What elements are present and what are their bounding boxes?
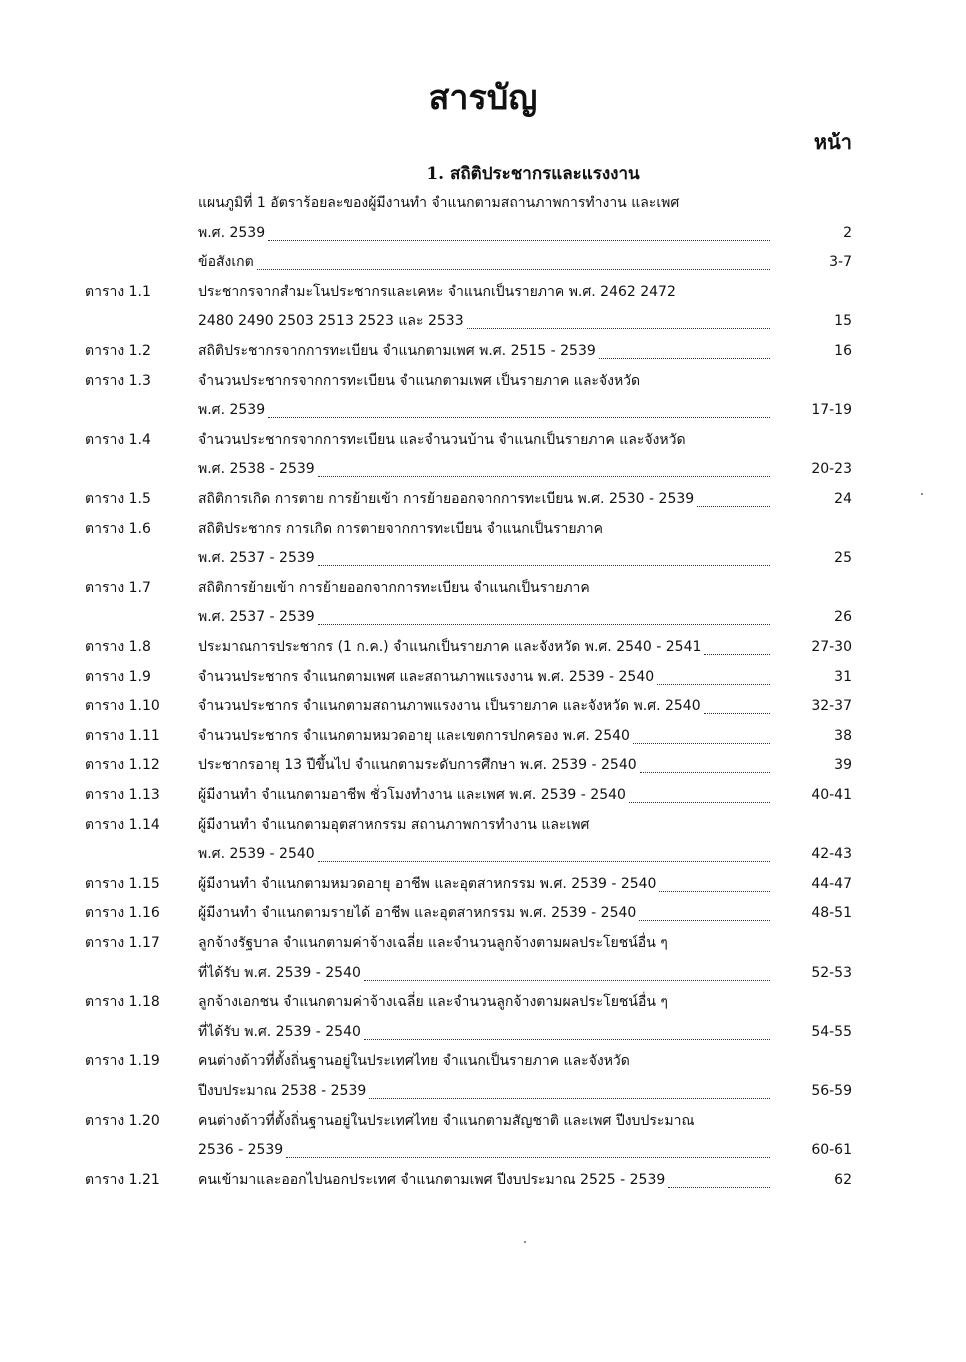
toc-entry-label: ตาราง 1.19 — [85, 1053, 160, 1069]
toc-entry-text: พ.ศ. 2537 - 2539 — [198, 550, 315, 566]
dot-leader — [364, 1017, 770, 1040]
scan-speck — [524, 1241, 526, 1243]
toc-entry-line — [0, 1169, 966, 1191]
toc-entry-page: 39 — [834, 757, 852, 773]
toc-entry-page: 56-59 — [811, 1083, 852, 1099]
toc-entry-line — [0, 251, 966, 273]
toc-entry-label: ตาราง 1.1 — [85, 284, 151, 300]
dot-leader — [697, 484, 770, 507]
toc-entry-label: ตาราง 1.16 — [85, 905, 160, 921]
toc-entry-text: พ.ศ. 2539 - 2540 — [198, 846, 315, 862]
toc-entry-text: สถิติการเกิด การตาย การย้ายเข้า การย้ายออกจากการทะเบียน พ.ศ. 2530 - 2539 — [198, 491, 695, 507]
toc-entry-text: ข้อสังเกต — [198, 254, 254, 270]
toc-entry-page: 48-51 — [811, 905, 852, 921]
toc-entry-label: ตาราง 1.20 — [85, 1113, 160, 1129]
toc-entry-text: ผู้มีงานทำ จำแนกตามอาชีพ ชั่วโมงทำงาน และเพศ พ.ศ. 2539 - 2540 — [198, 787, 626, 803]
toc-entry-text: ผู้มีงานทำ จำแนกตามรายได้ อาชีพ และอุตสาหกรรม พ.ศ. 2539 - 2540 — [198, 905, 637, 921]
toc-entry-page: 15 — [834, 313, 852, 329]
section-title: 1. สถิติประชากรและแรงงาน — [426, 164, 640, 184]
dot-leader — [668, 1165, 770, 1188]
toc-entry-page: 40-41 — [811, 787, 852, 803]
toc-entry-line — [0, 429, 966, 451]
toc-entry-line — [0, 991, 966, 1013]
dot-leader — [640, 750, 770, 773]
dot-leader — [599, 336, 770, 359]
dot-leader — [369, 1076, 770, 1099]
toc-entry-page: 32-37 — [811, 698, 852, 714]
toc-entry-page: 60-61 — [811, 1142, 852, 1158]
toc-entry-line — [0, 222, 966, 244]
toc-entry-line — [0, 310, 966, 332]
toc-entry-text: จำนวนประชากร จำแนกตามหมวดอายุ และเขตการปกครอง พ.ศ. 2540 — [198, 728, 630, 744]
toc-entry-text: ลูกจ้างเอกชน จำแนกตามค่าจ้างเฉลี่ย และจำนวนลูกจ้างตามผลประโยชน์อื่น ๆ — [198, 994, 668, 1010]
toc-entry-page: 20-23 — [811, 461, 852, 477]
toc-entry-text: จำนวนประชากร จำแนกตามสถานภาพแรงงาน เป็นรายภาค และจังหวัด พ.ศ. 2540 — [198, 698, 701, 714]
toc-entry-text: ผู้มีงานทำ จำแนกตามอุตสาหกรรม สถานภาพการทำงาน และเพศ — [198, 817, 590, 833]
dot-leader — [268, 218, 770, 241]
toc-entry-line — [0, 754, 966, 776]
dot-leader — [639, 898, 770, 921]
toc-entry-text: ลูกจ้างรัฐบาล จำแนกตามค่าจ้างเฉลี่ย และจำนวนลูกจ้างตามผลประโยชน์อื่น ๆ — [198, 935, 668, 951]
toc-entry-label: ตาราง 1.21 — [85, 1172, 160, 1188]
toc-entry-line — [0, 932, 966, 954]
toc-entry-page: 2 — [843, 225, 852, 241]
toc-entry-text: ประชากรจากสำมะโนประชากรและเคหะ จำแนกเป็นรายภาค พ.ศ. 2462 2472 — [198, 284, 676, 300]
toc-entry-text: 2480 2490 2503 2513 2523 และ 2533 — [198, 313, 464, 329]
toc-entry-line — [0, 636, 966, 658]
toc-entry-label: ตาราง 1.3 — [85, 373, 151, 389]
dot-leader — [364, 958, 770, 981]
toc-entry-page: 3-7 — [829, 254, 852, 270]
toc-entry-page: 25 — [834, 550, 852, 566]
toc-entry-page: 24 — [834, 491, 852, 507]
toc-entry-text: ผู้มีงานทำ จำแนกตามหมวดอายุ อาชีพ และอุตสาหกรรม พ.ศ. 2539 - 2540 — [198, 876, 657, 892]
toc-entry-label: ตาราง 1.18 — [85, 994, 160, 1010]
toc-entry-text: ที่ได้รับ พ.ศ. 2539 - 2540 — [198, 1024, 361, 1040]
toc-entry-line — [0, 666, 966, 688]
toc-entry-line — [0, 962, 966, 984]
toc-entry-label: ตาราง 1.15 — [85, 876, 160, 892]
dot-leader — [704, 691, 770, 714]
toc-entry-text: คนต่างด้าวที่ตั้งถิ่นฐานอยู่ในประเทศไทย จำแนกเป็นรายภาค และจังหวัด — [198, 1053, 630, 1069]
toc-entry-line — [0, 1080, 966, 1102]
scan-speck — [921, 493, 923, 495]
toc-entry-line — [0, 695, 966, 717]
toc-entry-text: ประมาณการประชากร (1 ก.ค.) จำแนกเป็นรายภาค และจังหวัด พ.ศ. 2540 - 2541 — [198, 639, 702, 655]
toc-entry-line — [0, 488, 966, 510]
toc-entry-label: ตาราง 1.9 — [85, 669, 151, 685]
toc-entry-text: สถิติประชากรจากการทะเบียน จำแนกตามเพศ พ.ศ. 2515 - 2539 — [198, 343, 596, 359]
toc-entry-text: คนเข้ามาและออกไปนอกประเทศ จำแนกตามเพศ ปีงบประมาณ 2525 - 2539 — [198, 1172, 666, 1188]
dot-leader — [257, 247, 770, 270]
dot-leader — [268, 395, 770, 418]
toc-entry-page: 54-55 — [811, 1024, 852, 1040]
toc-entry-line — [0, 281, 966, 303]
toc-entry-line — [0, 577, 966, 599]
toc-entry-line — [0, 340, 966, 362]
page-title: สารบัญ — [428, 78, 538, 118]
toc-entry-page: 16 — [834, 343, 852, 359]
toc-entry-label: ตาราง 1.11 — [85, 728, 160, 744]
toc-entry-page: 27-30 — [811, 639, 852, 655]
dot-leader — [318, 454, 770, 477]
toc-entry-text: ประชากรอายุ 13 ปีขึ้นไป จำแนกตามระดับการศึกษา พ.ศ. 2539 - 2540 — [198, 757, 637, 773]
toc-entry-line — [0, 370, 966, 392]
toc-entry-line — [0, 873, 966, 895]
toc-entry-text: พ.ศ. 2538 - 2539 — [198, 461, 315, 477]
toc-entry-label: ตาราง 1.5 — [85, 491, 151, 507]
toc-entry-label: ตาราง 1.14 — [85, 817, 160, 833]
dot-leader — [657, 662, 770, 685]
toc-entry-page: 52-53 — [811, 965, 852, 981]
toc-entry-text: สถิติประชากร การเกิด การตายจากการทะเบียน จำแนกเป็นรายภาค — [198, 521, 603, 537]
toc-entry-line — [0, 902, 966, 924]
toc-entry-label: ตาราง 1.8 — [85, 639, 151, 655]
toc-entry-page: 17-19 — [811, 402, 852, 418]
dot-leader — [286, 1135, 770, 1158]
toc-entry-text: พ.ศ. 2539 — [198, 225, 266, 241]
toc-entry-line — [0, 399, 966, 421]
dot-leader — [318, 543, 770, 566]
toc-entry-text: จำนวนประชากรจากการทะเบียน และจำนวนบ้าน จำแนกเป็นรายภาค และจังหวัด — [198, 432, 686, 448]
toc-entry-page: 38 — [834, 728, 852, 744]
toc-entry-page: 44-47 — [811, 876, 852, 892]
toc-entry-page: 42-43 — [811, 846, 852, 862]
toc-entry-text: พ.ศ. 2539 — [198, 402, 266, 418]
toc-entry-text: จำนวนประชากรจากการทะเบียน จำแนกตามเพศ เป็นรายภาค และจังหวัด — [198, 373, 641, 389]
toc-entry-page: 31 — [834, 669, 852, 685]
toc-entry-line — [0, 1021, 966, 1043]
dot-leader — [704, 632, 770, 655]
toc-entry-text: ที่ได้รับ พ.ศ. 2539 - 2540 — [198, 965, 361, 981]
dot-leader — [629, 780, 770, 803]
toc-entry-page: 62 — [834, 1172, 852, 1188]
toc-entry-label: ตาราง 1.10 — [85, 698, 160, 714]
toc-entry-label: ตาราง 1.2 — [85, 343, 151, 359]
dot-leader — [633, 721, 770, 744]
toc-entry-label: ตาราง 1.13 — [85, 787, 160, 803]
toc-entry-label: ตาราง 1.12 — [85, 757, 160, 773]
toc-entry-line — [0, 725, 966, 747]
toc-entry-text: ปีงบประมาณ 2538 - 2539 — [198, 1083, 367, 1099]
toc-entry-label: ตาราง 1.6 — [85, 521, 151, 537]
toc-entry-line — [0, 1139, 966, 1161]
toc-entry-line — [0, 1110, 966, 1132]
toc-entry-line — [0, 606, 966, 628]
toc-entry-label: ตาราง 1.7 — [85, 580, 151, 596]
dot-leader — [318, 602, 770, 625]
toc-entry-line — [0, 547, 966, 569]
toc-entry-line — [0, 458, 966, 480]
toc-entry-line — [0, 784, 966, 806]
dot-leader — [467, 306, 770, 329]
toc-entry-text: สถิติการย้ายเข้า การย้ายออกจากการทะเบียน จำแนกเป็นรายภาค — [198, 580, 590, 596]
toc-entry-text: คนต่างด้าวที่ตั้งถิ่นฐานอยู่ในประเทศไทย จำแนกตามสัญชาติ และเพศ ปีงบประมาณ — [198, 1113, 695, 1129]
toc-entry-text: จำนวนประชากร จำแนกตามเพศ และสถานภาพแรงงาน พ.ศ. 2539 - 2540 — [198, 669, 655, 685]
toc-entry-label: ตาราง 1.4 — [85, 432, 151, 448]
toc-entry-text: แผนภูมิที่ 1 อัตราร้อยละของผู้มีงานทำ จำแนกตามสถานภาพการทำงาน และเพศ — [198, 195, 680, 211]
dot-leader — [318, 839, 770, 862]
toc-entry-line — [0, 192, 966, 214]
toc-entry-line — [0, 843, 966, 865]
toc-entry-page: 26 — [834, 609, 852, 625]
page-column-header: หน้า — [813, 130, 852, 154]
toc-entry-text: พ.ศ. 2537 - 2539 — [198, 609, 315, 625]
toc-entry-line — [0, 1050, 966, 1072]
dot-leader — [659, 869, 770, 892]
toc-entry-line — [0, 814, 966, 836]
toc-entry-label: ตาราง 1.17 — [85, 935, 160, 951]
toc-entry-text: 2536 - 2539 — [198, 1142, 284, 1158]
toc-entry-line — [0, 518, 966, 540]
